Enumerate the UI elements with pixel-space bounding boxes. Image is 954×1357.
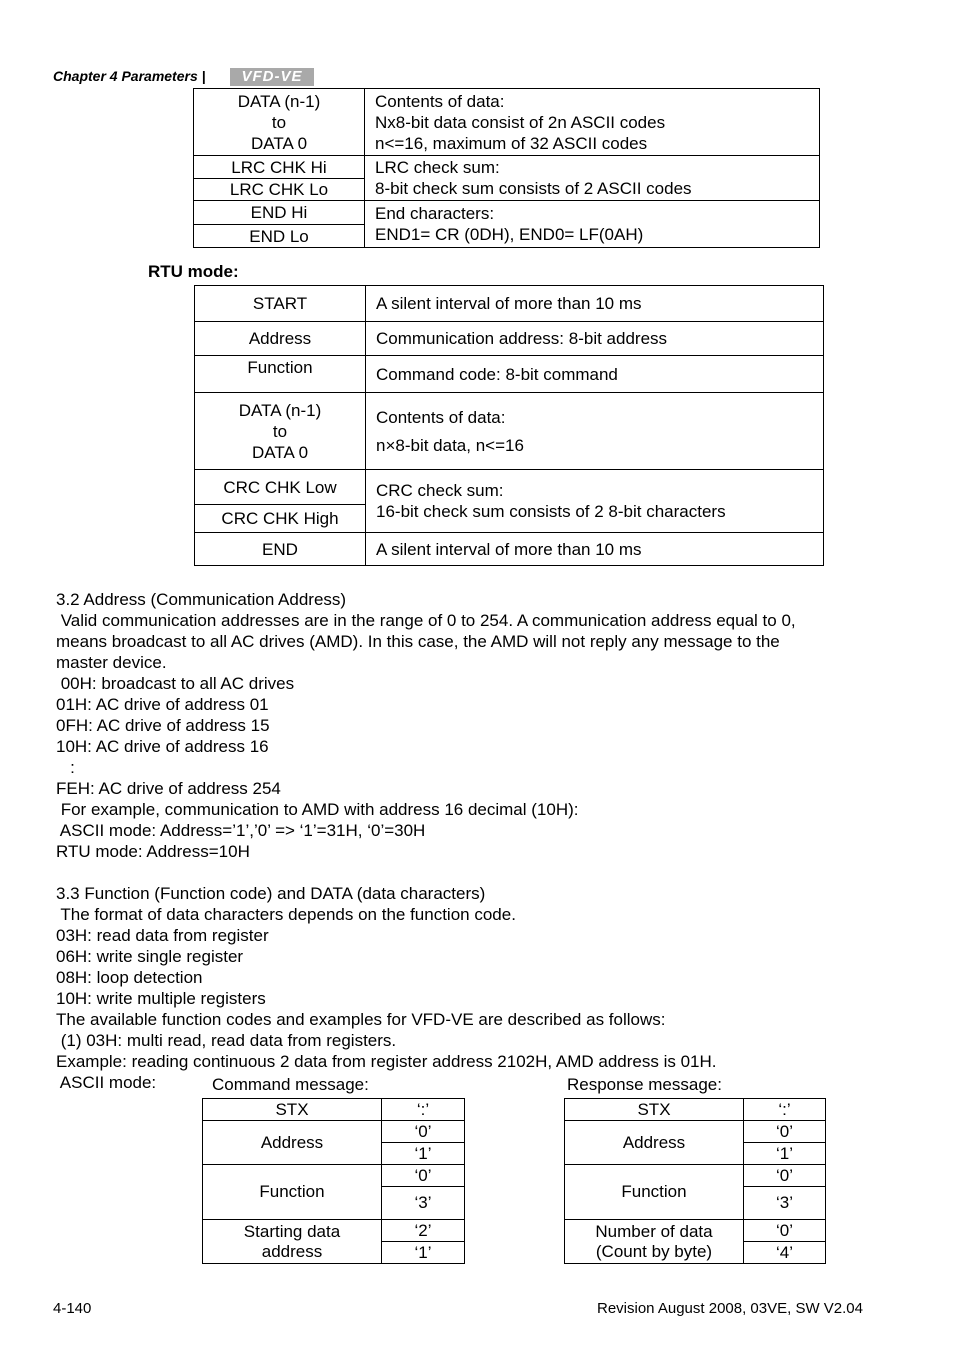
resp-count-val-1: ‘4’ — [744, 1242, 826, 1264]
text-line: The available function codes and examples for VFD-VE are described as follows: — [56, 1010, 666, 1029]
text-line: 06H: write single register — [56, 947, 244, 966]
text-line: 08H: loop detection — [56, 968, 203, 987]
resp-function: Function — [565, 1165, 744, 1220]
rtu-desc-start: A silent interval of more than 10 ms — [366, 286, 824, 322]
command-label: Command message: — [212, 1075, 369, 1094]
field-end-hi: END Hi — [194, 201, 365, 225]
text-line: means broadcast to all AC drives (AMD). In this case, the AMD will not reply any message to the — [56, 632, 780, 651]
rtu-heading: RTU mode: — [148, 262, 239, 281]
blank-line — [56, 862, 796, 883]
rtu-desc-address: Communication address: 8-bit address — [366, 322, 824, 356]
desc-lrc-cell: LRC check sum: 8-bit check sum consists of 2 ASCII codes — [365, 156, 820, 201]
text-line: 00H: broadcast to all AC drives — [56, 674, 295, 693]
cmd-function-val-1: ‘3’ — [382, 1187, 465, 1220]
rtu-frame-table — [194, 285, 824, 566]
cmd-function-val-0: ‘0’ — [382, 1165, 465, 1187]
resp-address-val-0: ‘0’ — [744, 1121, 826, 1143]
resp-stx: STX — [565, 1099, 744, 1121]
rtu-field-data: DATA (n-1) to DATA 0 — [195, 393, 366, 470]
desc-data-cell: Contents of data: Nx8-bit data consist of 2n ASCII codes n<=16, maximum of 32 ASCII codes — [365, 89, 820, 156]
cmd-stx-val: ‘:’ — [382, 1099, 465, 1121]
rtu-desc-function: Command code: 8-bit command — [366, 356, 824, 393]
cmd-address-val-0: ‘0’ — [382, 1121, 465, 1143]
page-number: 4-140 — [53, 1300, 92, 1317]
text-line: ASCII mode: Address=’1’,’0’ => ‘1’=31H, ‘0’=30H — [56, 821, 426, 840]
text-line: 0FH: AC drive of address 15 — [56, 716, 270, 735]
vfd-ve-logo: VFD-VE — [230, 68, 314, 86]
response-label: Response message: — [567, 1075, 722, 1094]
chapter-header — [53, 68, 206, 84]
rtu-field-end: END — [195, 533, 366, 566]
text-line: : — [56, 758, 75, 777]
body-text — [56, 568, 796, 1093]
rtu-desc-data: Contents of data: n×8-bit data, n<=16 — [366, 393, 824, 470]
resp-count: Number of data (Count by byte) — [565, 1220, 744, 1264]
rtu-desc-end: A silent interval of more than 10 ms — [366, 533, 824, 566]
desc-end-cell: End characters: END1= CR (0DH), END0= LF(0AH) — [365, 201, 820, 248]
text-line: FEH: AC drive of address 254 — [56, 779, 281, 798]
rtu-desc-crc: CRC check sum: 16-bit check sum consists of 2 8-bit characters — [366, 470, 824, 533]
text-line: ASCII mode: — [56, 1073, 157, 1092]
resp-address: Address — [565, 1121, 744, 1165]
rtu-field-crc-high: CRC CHK High — [195, 505, 366, 533]
text-line: Example: reading continuous 2 data from register address 2102H, AMD address is 01H. — [56, 1052, 717, 1071]
chapter-title: Chapter 4 Parameters — [53, 68, 198, 84]
text-line: Valid communication addresses are in the range of 0 to 254. A communication address equal to 0, — [56, 611, 796, 630]
text-line: For example, communication to AMD with address 16 decimal (10H): — [56, 800, 579, 819]
cmd-stx: STX — [203, 1099, 382, 1121]
resp-function-val-1: ‘3’ — [744, 1187, 826, 1220]
text-line: master device. — [56, 653, 167, 672]
text-line: 10H: write multiple registers — [56, 989, 266, 1008]
rtu-field-function: Function — [195, 356, 366, 393]
resp-stx-val: ‘:’ — [744, 1099, 826, 1121]
resp-function-val-0: ‘0’ — [744, 1165, 826, 1187]
rtu-field-address: Address — [195, 322, 366, 356]
header-separator: | — [201, 68, 206, 84]
field-lrc-lo: LRC CHK Lo — [194, 179, 365, 201]
field-data-cell: DATA (n-1) to DATA 0 — [194, 89, 365, 156]
text-line: 3.2 Address (Communication Address) — [56, 590, 347, 609]
text-line: The format of data characters depends on the function code. — [56, 905, 516, 924]
text-line: RTU mode: Address=10H — [56, 842, 250, 861]
response-table — [564, 1098, 826, 1264]
cmd-address: Address — [203, 1121, 382, 1165]
text-line: 01H: AC drive of address 01 — [56, 695, 269, 714]
resp-address-val-1: ‘1’ — [744, 1143, 826, 1165]
command-table — [202, 1098, 465, 1264]
revision-note: Revision August 2008, 03VE, SW V2.04 — [597, 1300, 863, 1317]
field-lrc-hi: LRC CHK Hi — [194, 156, 365, 179]
text-line: 3.3 Function (Function code) and DATA (data characters) — [56, 884, 486, 903]
rtu-field-crc-low: CRC CHK Low — [195, 470, 366, 505]
cmd-start-addr: Starting data address — [203, 1220, 382, 1264]
text-line: 03H: read data from register — [56, 926, 269, 945]
field-end-lo: END Lo — [194, 225, 365, 248]
cmd-address-val-1: ‘1’ — [382, 1143, 465, 1165]
cmd-function: Function — [203, 1165, 382, 1220]
text-line: 10H: AC drive of address 16 — [56, 737, 269, 756]
cmd-start-val-1: ‘1’ — [382, 1242, 465, 1264]
rtu-field-start: START — [195, 286, 366, 322]
resp-count-val-0: ‘0’ — [744, 1220, 826, 1242]
ascii-frame-table — [193, 88, 820, 248]
text-line: (1) 03H: multi read, read data from registers. — [56, 1031, 397, 1050]
cmd-start-val-0: ‘2’ — [382, 1220, 465, 1242]
